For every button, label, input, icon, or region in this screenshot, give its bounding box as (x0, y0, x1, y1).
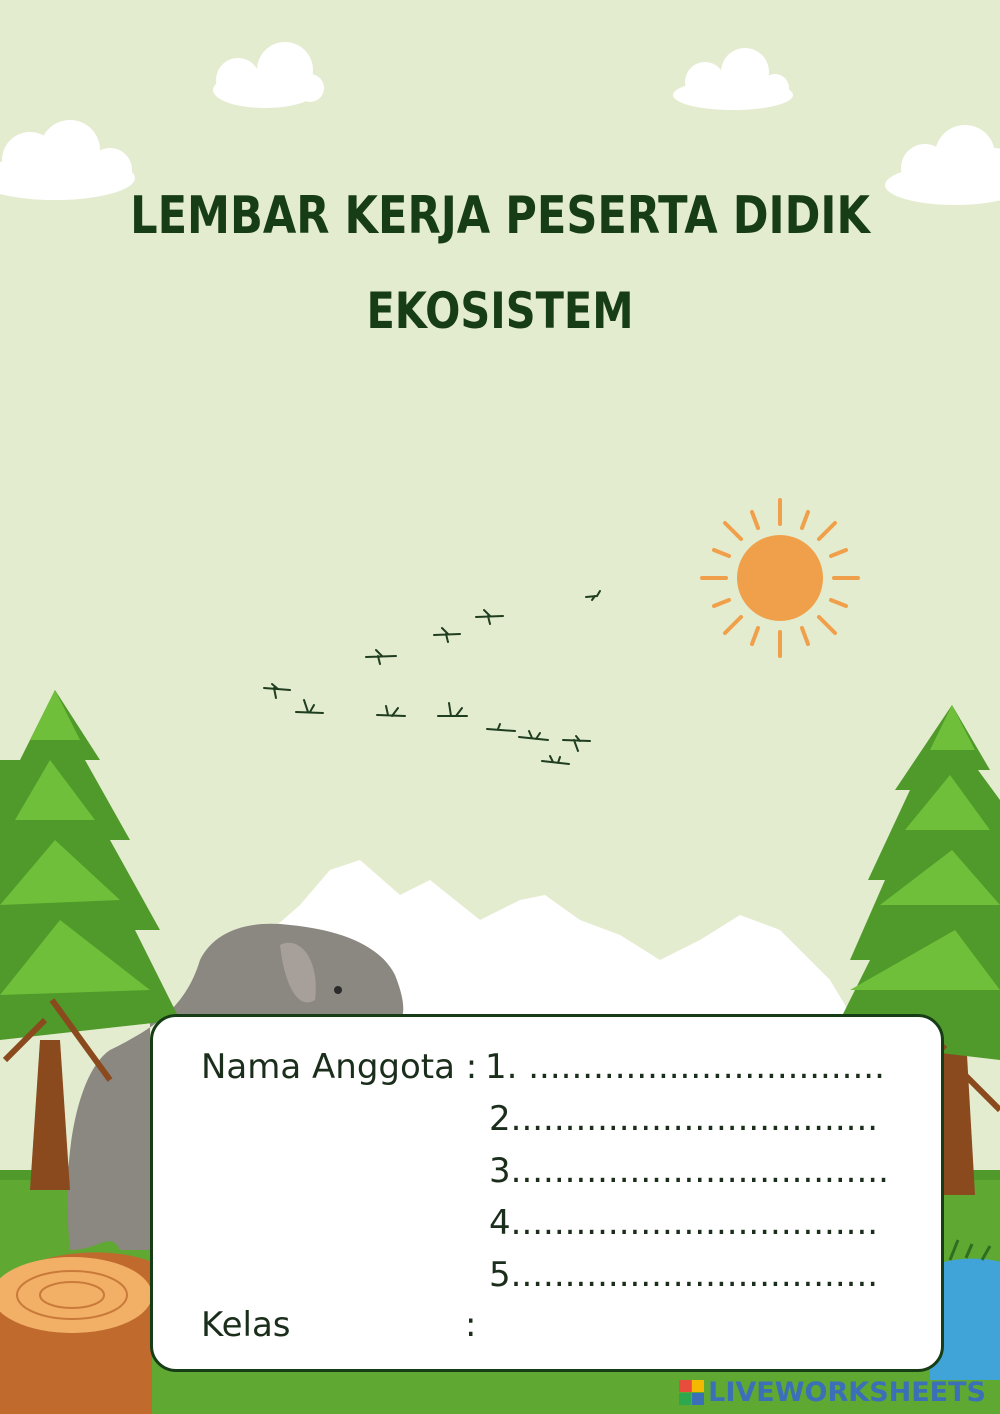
class-label: Kelas (201, 1305, 291, 1345)
class-colon[interactable]: : (465, 1305, 477, 1345)
member-line-5[interactable]: 5.................................. (489, 1255, 879, 1295)
watermark-text: LIVEWORKSHEETS (708, 1377, 986, 1408)
identity-form-card (150, 1014, 944, 1372)
sun-icon (702, 500, 858, 656)
watermark (679, 1377, 986, 1408)
cloud-icon (213, 42, 324, 108)
member-line-2[interactable]: 2.................................. (489, 1099, 879, 1139)
member-line-1[interactable]: 1. ................................. (485, 1047, 885, 1087)
birds-icon (264, 591, 600, 764)
page-subtitle: EKOSISTEM (366, 282, 634, 340)
members-label: Nama Anggota : (201, 1047, 478, 1087)
tree-stump-icon (0, 1252, 152, 1414)
liveworksheets-logo-icon (679, 1380, 704, 1405)
member-line-4[interactable]: 4.................................. (489, 1203, 879, 1243)
member-line-3[interactable]: 3................................... (489, 1151, 889, 1191)
cloud-icon (673, 48, 793, 110)
page-title: LEMBAR KERJA PESERTA DIDIK (130, 186, 870, 246)
